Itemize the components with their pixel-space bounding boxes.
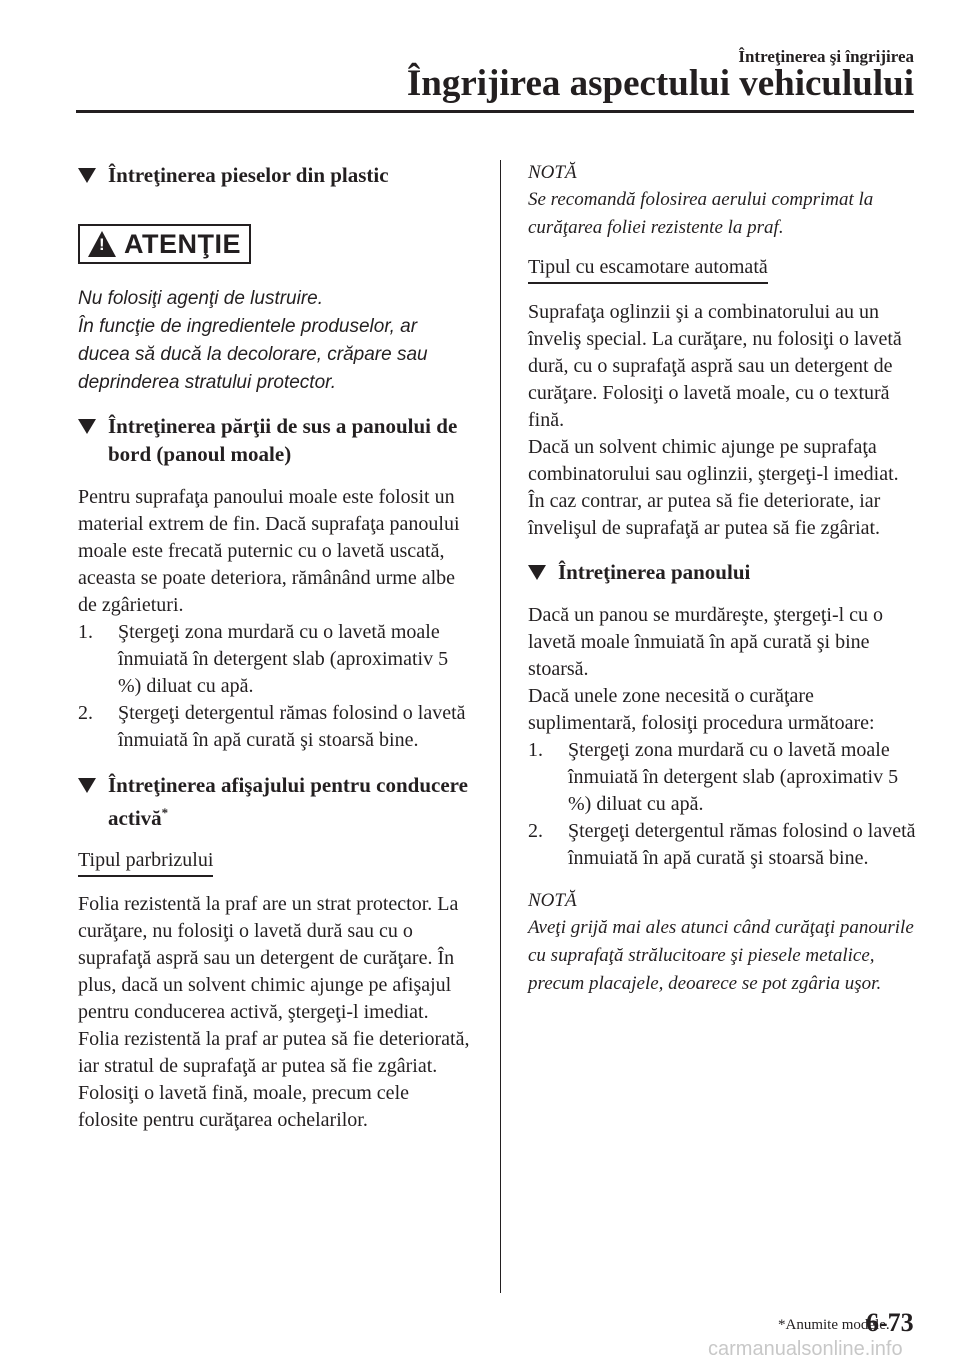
heading-display [78,771,470,832]
triangle-bullet-icon [78,168,96,183]
step-text: Ştergeţi detergentul rămas folosind o lavetă înmuiată în apă curată şi stoarsă bine. [568,820,916,869]
list-item [528,818,920,872]
parbriz-paragraph: Folia rezistentă la praf are un strat protector. La curăţare, nu folosiţi o lavetă dură sau cu o suprafaţă aspră sau un detergent de curăţare. În plus, dacă un solvent chimic ajunge pe afişajul pentru conducerea activă, ştergeţi-l imediat. Folia rezistentă la praf ar putea să fie deteriorată, iar stratul de suprafaţă ar putea să fie zgâriat. Folosiţi o lavetă fină, moale, precum cele folosite pentru curăţarea ochelarilor. [78,893,470,1131]
subheading-parbriz: Tipul parbrizului [78,849,213,877]
note-text: Aveţi grijă mai ales atunci când curăţaţi panourile cu suprafaţă strălucitoare şi piesele metalice, precum placajele, deoarece se pot zgâria uşor. [528,917,914,994]
step-number: 1. [528,739,543,761]
step-text: Ştergeţi zona murdară cu o lavetă moale înmuiată în detergent slab (aproximativ 5 %) diluat cu apă. [568,739,899,815]
step-number: 2. [528,820,543,842]
heading-dashboard-text: Întreţinerea părţii de sus a panoului de bord (panoul moale) [108,414,458,466]
subheading-auto: Tipul cu escamotare automată [528,256,768,284]
heading-dashboard [78,412,470,468]
note-heading: NOTĂ [528,890,577,911]
panou-steps [528,737,920,872]
dashboard-paragraph: Pentru suprafaţa panoului moale este folosit un material extrem de fin. Dacă suprafaţa panoului moale este frecată puternic cu o lavetă uscată, aceasta se poate deteriora, rămânând urme albe de zgârieturi. [78,486,460,616]
right-column [528,160,920,998]
heading-display-wrap [108,771,470,832]
step-number: 1. [78,621,93,643]
footnote: *Anumite modele. [778,1317,890,1333]
triangle-bullet-icon [528,565,546,580]
list-item [78,700,470,754]
dashboard-steps [78,619,470,754]
heading-plastic [78,161,470,189]
list-item [528,737,920,818]
section-header: Întreţinerea şi îngrijirea [738,47,914,66]
page-title: Îngrijirea aspectului vehiculului [406,63,914,104]
subheading-parbriz-wrap [78,849,470,877]
attention-box [78,224,251,264]
attention-label: ATENŢIE [124,228,241,259]
warning-icon-glyph: ! [99,235,105,254]
triangle-bullet-icon [78,778,96,793]
note-heading: NOTĂ [528,162,577,183]
panou-paragraph: Dacă un panou se murdăreşte, ştergeţi-l cu o lavetă moale înmuiată în apă curată şi bine stoarsă. Dacă unele zone necesită o curăţare suplimentară, folosiţi procedura următoare: [528,604,884,734]
step-number: 2. [78,702,93,724]
header-rule [76,110,914,113]
left-column [78,160,470,1134]
heading-plastic-text: Întreţinerea pieselor din plastic [108,163,389,187]
step-text: Ştergeţi detergentul rămas folosind o lavetă înmuiată în apă curată şi stoarsă bine. [118,702,466,751]
watermark: carmanualsonline.info [708,1338,903,1360]
column-divider [500,160,501,1293]
triangle-bullet-icon [78,419,96,434]
list-item [78,619,470,700]
subheading-auto-wrap [528,256,920,284]
auto-paragraph: Suprafaţa oglinzii şi a combinatorului au un înveliş special. La curăţare, nu folosiţi o lavetă dură, cu o suprafaţă aspră sau un detergent de curăţare. Folosiţi o lavetă moale, cu o textură fină. Dacă un solvent chimic ajunge pe suprafaţa combinatorului sau oglinzii, ştergeţi-l imediat. În caz contrar, ar putea să fie deteriorate, iar învelişul de suprafaţă ar putea să fie zgâriat. [528,301,902,539]
note-text: Se recomandă folosirea aerului comprimat la curăţarea foliei rezistente la praf. [528,189,874,238]
heading-panou [528,558,920,586]
heading-panou-text: Întreţinerea panoului [558,560,751,584]
warning-icon [88,231,116,257]
heading-display-text: Întreţinerea afişajului pentru conducere activă [108,773,468,830]
page-number: 6-73 [866,1308,914,1337]
attention-text: Nu folosiţi agenţi de lustruire. În funcţie de ingredientele produselor, ar ducea să ducă la decolorare, crăpare sau deprinderea stratului protector. [78,288,428,393]
attention-box-wrap [78,224,470,264]
step-text: Ştergeţi zona murdară cu o lavetă moale înmuiată în detergent slab (aproximativ 5 %) diluat cu apă. [118,621,449,697]
footnote-mark: * [161,805,169,820]
